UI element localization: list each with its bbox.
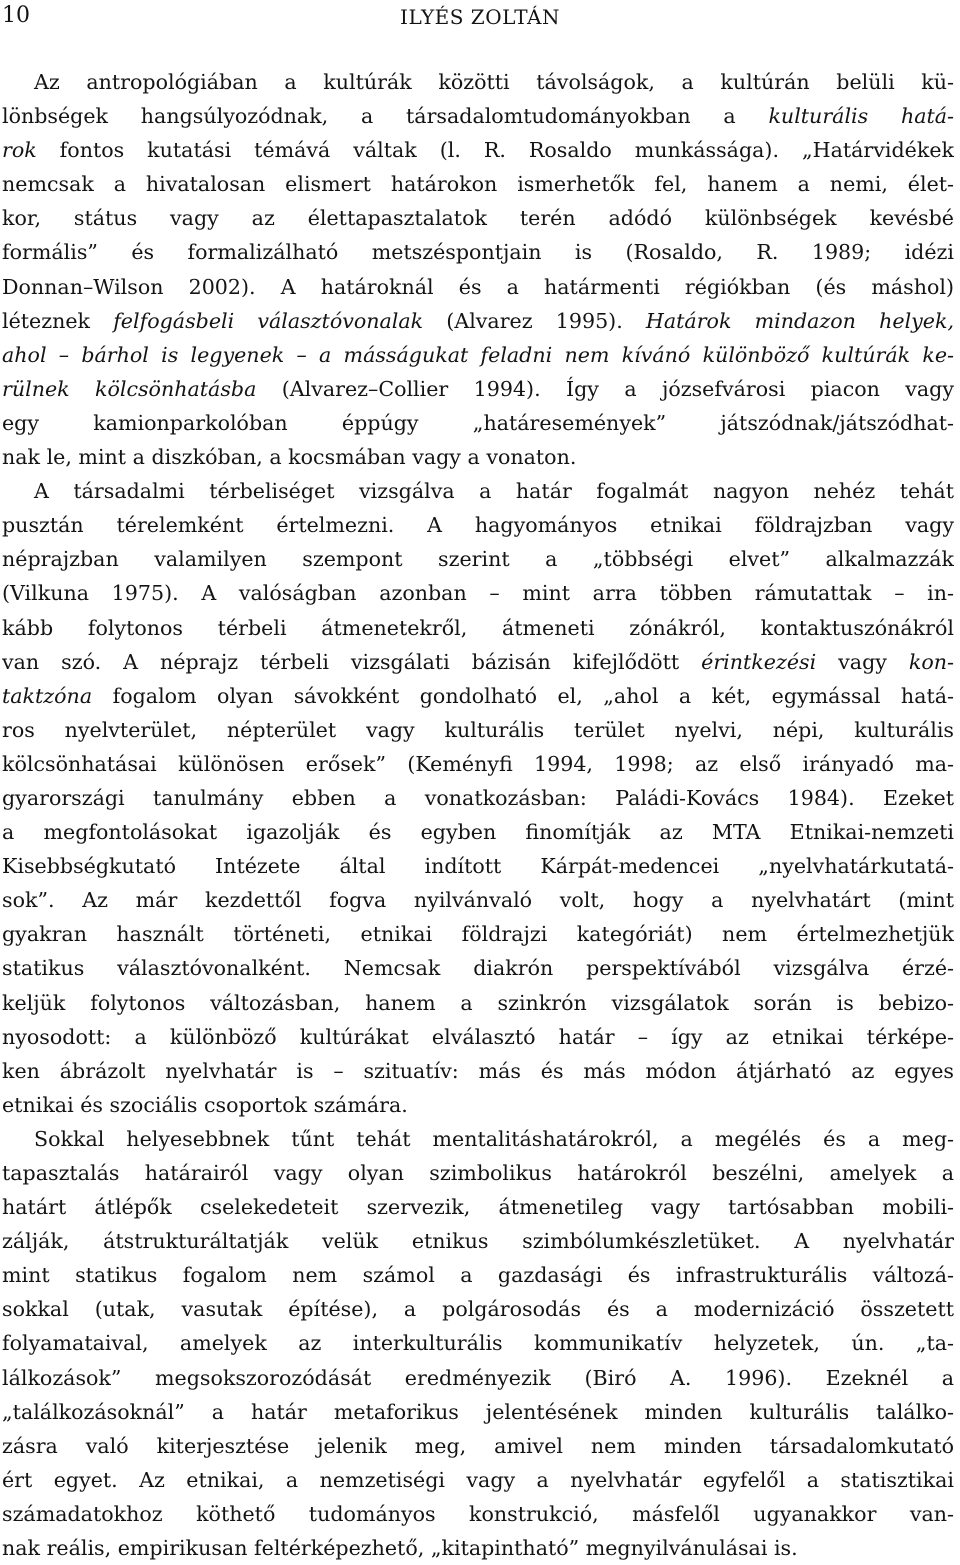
text-segment: fogalom olyan sávokként gondolható el, „ahol a két, egymással hatá- [92,683,954,708]
text-line [2,986,954,1020]
text-segment: zálják, átstrukturáltatják velük etnikus szimbólumkészletüket. A nyelvhatár [2,1229,954,1254]
text-segment: lálkozások” megsokszorozódását eredményezik (Biró A. 1996). Ezeknél a [2,1365,954,1390]
text-line [2,917,954,951]
article-body [2,65,954,1565]
text-line [2,1020,954,1054]
text-line [2,406,954,440]
text-line [2,713,954,747]
text-line [2,1497,954,1531]
text-segment: néprajzban valamilyen szempont szerint a „többségi elvet” alkalmazzák [2,547,954,572]
text-line [2,99,954,133]
text-segment: folyamataival, amelyek az interkulturális kommunikatív helyzetek, ún. „ta- [2,1331,954,1356]
text-segment: „találkozásoknál” a határ metaforikus jelentésének minden kulturális találko- [2,1399,954,1424]
running-header [0,0,960,40]
text-line [2,747,954,781]
text-segment: a megfontolásokat igazolják és egyben finomítják az MTA Etnikai-nemzeti [2,820,954,845]
text-line [2,1361,954,1395]
italic-text-segment: taktzóna [2,683,93,708]
text-segment: sok”. Az már kezdettől fogva nyilvánvaló volt, hogy a nyelvhatárt (mint [2,888,954,913]
paragraph [2,65,954,474]
text-segment: számadatokhoz köthető tudományos konstrukció, másfelől ugyanakkor van- [2,1501,954,1526]
text-segment: Kisebbségkutató Intézete által indított Kárpát-medencei „nyelvhatárkutatá- [2,854,954,879]
text-line [2,440,954,474]
text-segment: (Alvarez 1995). [423,308,646,333]
text-line [2,679,954,713]
text-segment: határt átlépők cselekedeteit szervezik, átmenetileg vagy tartósabban mobili- [2,1195,954,1220]
text-segment: A társadalmi térbeliséget vizsgálva a határ fogalmát nagyon nehéz tehát [34,479,954,504]
text-segment: kább folytonos térbeli átmenetekről, átmeneti zónákról, kontaktuszónákról [2,615,954,640]
italic-text-segment: rok [2,138,37,163]
text-segment: kölcsönhatásai különösen erősek” (Keményfi 1994, 1998; az első irányadó ma- [2,751,954,776]
text-segment: Donnan–Wilson 2002). A határoknál és a határmenti régiókban (és máshol) [2,274,954,299]
text-line [2,815,954,849]
text-segment: nak le, mint a diszkóban, a kocsmában vagy a vonaton. [2,445,577,470]
paragraph [2,1122,954,1565]
text-line [2,1156,954,1190]
text-segment: etnikai és szociális csoportok számára. [2,1092,408,1117]
text-line [2,1292,954,1326]
text-segment: ért egyet. Az etnikai, a nemzetiségi vagy a nyelvhatár egyfelől a statisztikai [2,1467,954,1492]
text-line [2,781,954,815]
text-segment: zásra való kiterjesztése jelenik meg, amivel nem minden társadalomkutató [2,1433,954,1458]
italic-text-segment: felfogásbeli választóvonalak [113,308,424,333]
text-segment: tapasztalás határairól vagy olyan szimbolikus határokról beszélni, amelyek a [2,1161,954,1185]
text-segment: egy kamionparkolóban éppúgy „határesemények” játszódnak/játszódhat- [2,410,954,435]
text-segment: ken ábrázolt nyelvhatár is – szituatív: más és más módon átjárható az egyes [2,1058,954,1083]
text-line [2,167,954,201]
text-line [2,1190,954,1224]
text-segment: pusztán térelemként értelmezni. A hagyományos etnikai földrajzban vagy [2,513,954,538]
italic-text-segment: érintkezési [701,649,817,674]
text-segment: (Vilkuna 1975). A valóságban azonban – mint arra többen rámutattak – in- [2,581,954,606]
text-line [2,201,954,235]
text-line [2,338,954,372]
text-line [2,1395,954,1429]
text-segment: statikus választóvonalként. Nemcsak diakrón perspektívából vizsgálva érzé- [2,956,954,981]
italic-text-segment: rülnek kölcsönhatásba [2,376,257,401]
text-line [2,133,954,167]
text-segment: ros nyelvterület, népterület vagy kulturális terület nyelvi, népi, kulturális [2,717,954,742]
text-line [2,576,954,610]
italic-text-segment: ahol – bárhol is legyenek – a másságukat feladni nem kívánó különböző kultúrák ke- [2,342,954,367]
text-segment: gyarországi tanulmány ebben a vonatkozásban: Paládi-Kovács 1984). Ezeket [2,785,954,810]
italic-text-segment: kulturális hatá- [768,104,954,129]
italic-text-segment: kon- [908,649,954,674]
text-line [2,1224,954,1258]
text-segment: léteznek [2,308,114,333]
text-segment: fontos kutatási témává váltak (l. R. Rosaldo munkássága). „Határvidékek [36,138,954,163]
text-line [2,1258,954,1292]
text-segment: van szó. A néprajz térbeli vizsgálati bázisán kifejlődött [2,649,702,674]
text-line [2,542,954,576]
text-line [2,1054,954,1088]
text-segment: vagy [816,649,909,674]
text-line [2,951,954,985]
text-segment: kor, státus vagy az élettapasztalatok terén adódó különbségek kevésbé [2,206,954,231]
text-segment: gyakran használt történeti, etnikai földrajzi kategóriát) nem értelmezhetjük [2,922,954,947]
text-segment: (Alvarez–Collier 1994). Így a józsefvárosi piacon vagy [256,376,954,401]
text-line [2,508,954,542]
text-line [2,611,954,645]
text-line [2,372,954,406]
text-segment: sokkal (utak, vasutak építése), a polgárosodás és a modernizáció összetett [2,1297,954,1322]
text-segment: lönbségek hangsúlyozódnak, a társadalomtudományokban a [2,104,769,129]
italic-text-segment: Határok mindazon helyek, [645,308,954,333]
text-line [2,65,954,99]
text-segment: mint statikus fogalom nem számol a gazdasági és infrastrukturális változá- [2,1263,954,1288]
text-line [2,645,954,679]
text-segment: keljük folytonos változásban, hanem a szinkrón vizsgálatok során is bebizo- [2,990,954,1015]
text-line [2,235,954,269]
page-number: 10 [2,3,30,28]
text-segment: formális” és formalizálható metszéspontjain is (Rosaldo, R. 1989; idézi [2,240,954,265]
text-line [2,883,954,917]
text-segment: Az antropológiában a kultúrák közötti távolságok, a kultúrán belüli kü- [34,70,954,94]
text-line [2,474,954,508]
running-head-author: ILYÉS ZOLTÁN [400,5,560,29]
text-line [2,849,954,883]
text-segment: Sokkal helyesebbnek tűnt tehát mentalitáshatárokról, a megélés és a meg- [34,1126,954,1151]
text-segment: nemcsak a hivatalosan elismert határokon ismerhetők fel, hanem a nemi, élet- [2,172,954,197]
text-line [2,304,954,338]
text-segment: nyosodott: a különböző kultúrákat elválasztó határ – így az etnikai térképe- [2,1024,954,1049]
text-line [2,270,954,304]
paragraph [2,474,954,1122]
text-line [2,1122,954,1156]
text-line [2,1429,954,1463]
text-line [2,1326,954,1360]
text-line [2,1531,954,1565]
text-line [2,1463,954,1497]
text-line [2,1088,954,1122]
text-segment: nak reális, empirikusan feltérképezhető, „kitapintható” megnyilvánulásai is. [2,1536,798,1561]
